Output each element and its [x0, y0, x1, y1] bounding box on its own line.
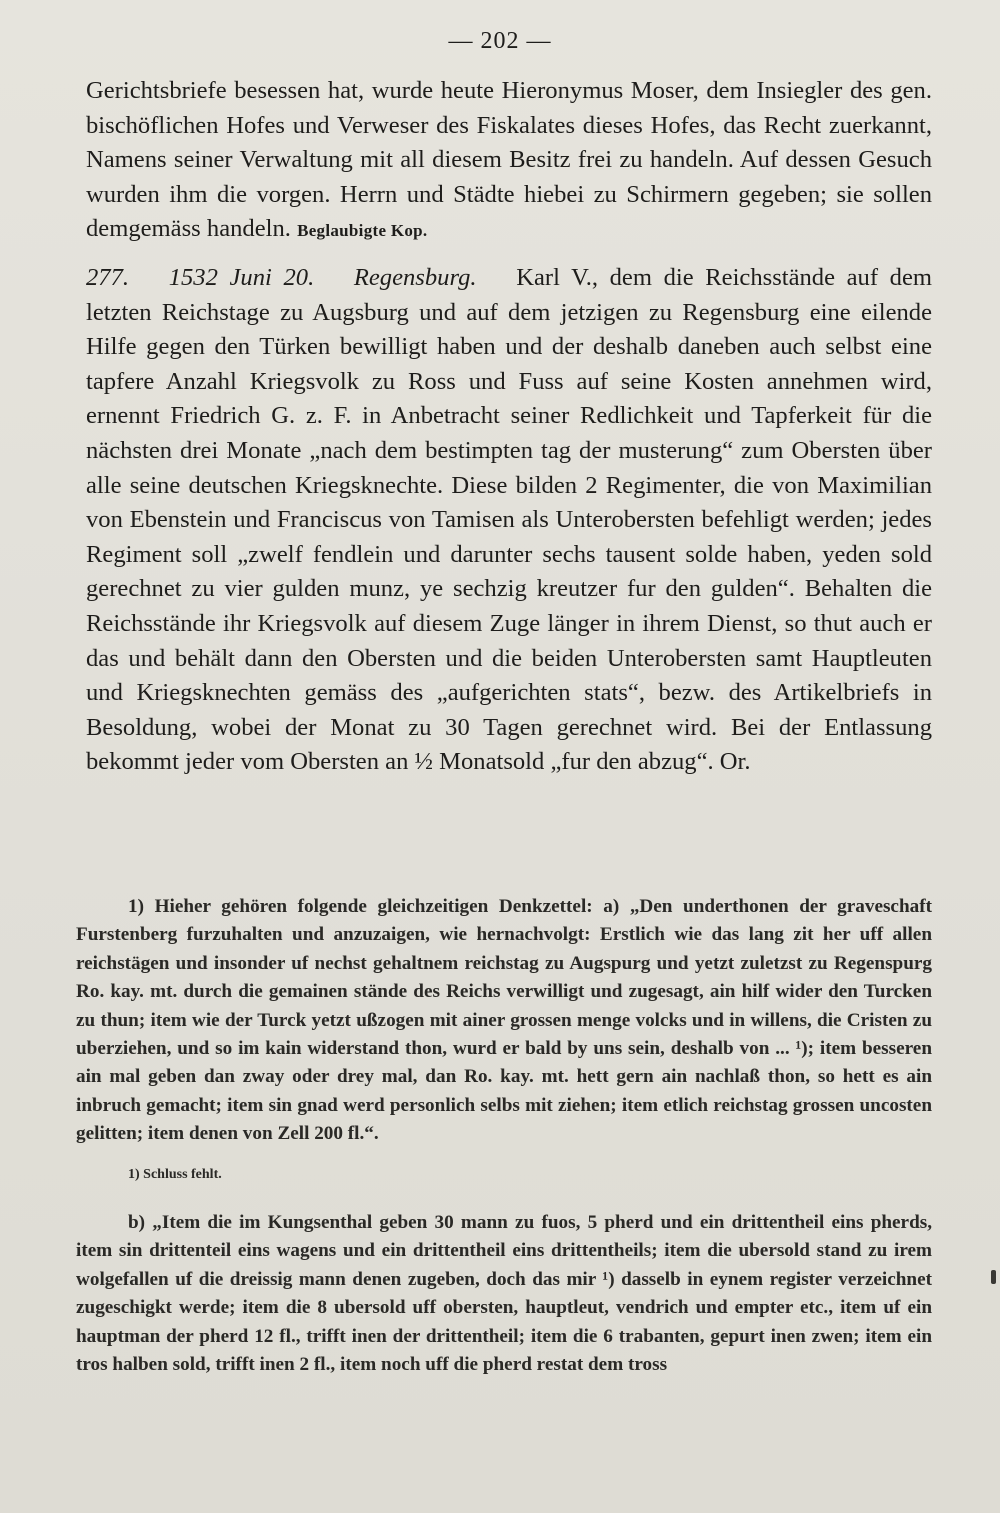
page-number: — 202 —	[448, 28, 552, 54]
footnote-b: b) „Item die im Kungsenthal geben 30 mann zu fuos, 5 pherd und ein drittentheil eins pherds, item sin drittenteil eins wagens und ein drittentheil eins drittentheils; item die ubersold stand zu irem wolgefallen uf die dreissig mann denen zugeben, doch das mir ¹) dasselb in eynem register verzeichnet zugeschigkt werde; item die 8 ubersold uff obersten, hauptleut, vendrich und empter etc., item uf ein hauptman der pherd 12 fl., trifft inen der drittentheil; item die 6 trabanten, gepurt inen zwen; item ein tros halben sold, trifft inen 2 fl., item noch uff die pherd restat dem tross	[76, 1212, 932, 1376]
footnotes-block	[76, 893, 932, 1380]
continuation-text: Gerichtsbriefe besessen hat, wurde heute Hieronymus Moser, dem Insiegler des gen. bischöflichen Hofes und Verweser des Fiskalates dieses Hofes, das Recht zuerkannt, Namens seiner Verwaltung mit all diesem Besitz frei zu handeln. Auf dessen Gesuch wurden ihm die vorgen. Herrn und Städte hiebei zu Schirmern gegeben; sie sollen demgemäss handeln.	[86, 77, 932, 243]
footnote-1-text: Hieher gehören folgende gleichzeitigen Denkzettel: a) „Den underthonen der graveschaft Furstenberg furzuhalten und anzuzaigen, wie hernachvolgt: Erstlich wie das lang zit her uff allen reichstägen und insonder uf nechst gehaltnem reichstag zu Augspurg und yetzt zuletzst zu Regenspurg Ro. kay. mt. durch die gemainen stände des Reichs verwilligt und zugesagt, ain hilf wider den Turcken zu thun; item wie der Turck yetzt ußzogen mit ainer grossen menge volcks und in willens, die Cristen zu uberziehen, und so im kain widerstand thon, wurd er bald by uns sein, deshalb von ... ¹); item besseren ain mal geben dan zway oder drey mal, dan Ro. kay. mt. hett gern ain nachlaß thon, so hett es ain inbruch gemacht; item sin gnad werd personlich selbs mit ziehen; item etlich reichstag grossen uncosten gelitten; item denen von Zell 200 fl.“.	[76, 896, 932, 1145]
entry-heading	[86, 264, 516, 291]
main-text-block	[86, 74, 932, 780]
sub-footnote: 1) Schluss fehlt.	[128, 1166, 222, 1182]
continuation-paragraph	[86, 74, 932, 249]
page-edge-mark	[991, 1270, 996, 1284]
entry-place: Regensburg.	[353, 263, 477, 291]
entry-date: 1532 Juni 20.	[168, 263, 315, 291]
footnote-1	[76, 893, 932, 1149]
entry-number: 277.	[86, 263, 130, 291]
document-entry-277	[86, 261, 932, 780]
footnote-1-marker: 1)	[128, 896, 144, 917]
entry-text: Karl V., dem die Reichsstände auf dem letzten Reichstage zu Augsburg und auf dem jetzigen zu Regensburg eine eilende Hilfe gegen den Türken bewilligt haben und der deshalb daneben auch selbst eine tapfere Anzahl Kriegsvolk zu Ross und Fuss auf seine Kosten annehmen wird, ernennt Friedrich G. z. F. in Anbetracht seiner Redlichkeit und Tapferkeit für die nächsten drei Monate „nach dem bestimpten tag der musterung“ zum Obersten über alle seine deutschen Kriegsknechte. Diese bilden 2 Regimenter, die von Maximilian von Ebenstein und Franciscus von Tamisen als Unterobersten befehligt werden; jedes Regiment soll „zwelf fendlein und darunter sechs tausent solde haben, yeden sold gerechnet zu vier gulden munz, ye sechzig kreutzer fur den gulden“. Behalten die Reichsstände ihr Kriegsvolk auf diesem Zuge länger in ihrem Dienst, so thut auch er das und behält dann den Obersten und die beiden Unterobersten samt Hauptleuten und Kriegsknechten gemäss des „aufgerichten stats“, bezw. des Artikelbriefs in Besoldung, wobei der Monat zu 30 Tagen gerechnet wird. Bei der Entlassung bekommt jeder vom Obersten an ½ Monatsold „fur den abzug“. Or.	[86, 263, 933, 776]
source-note: Beglaubigte Kop.	[297, 221, 428, 241]
